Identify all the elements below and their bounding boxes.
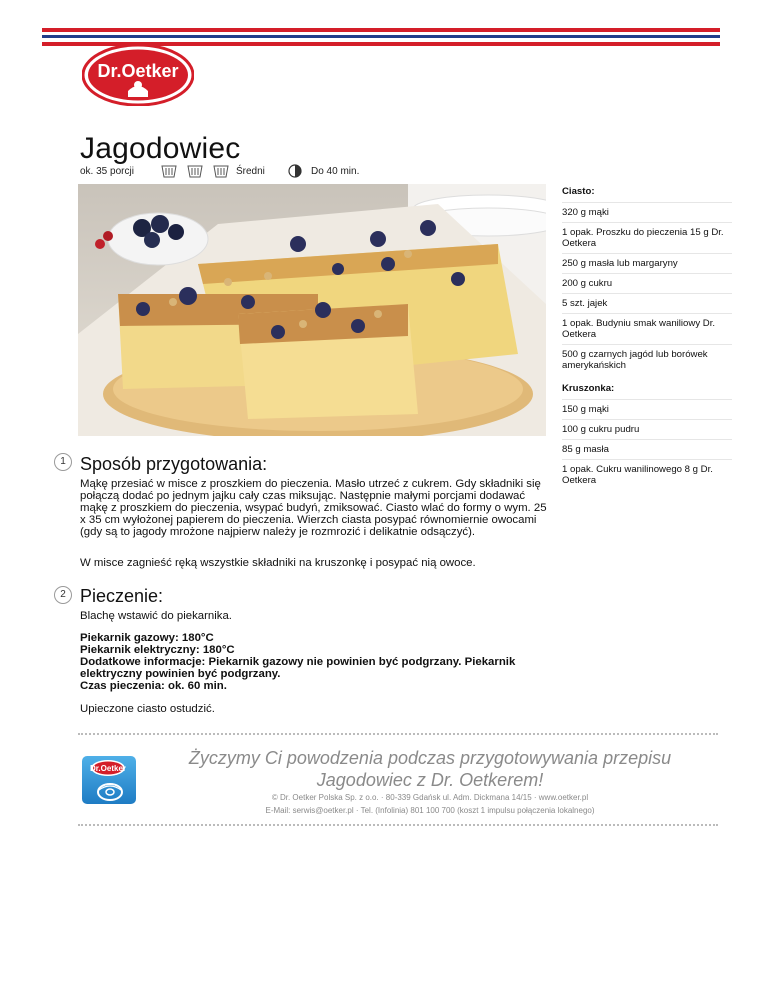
dr-oetker-logo [82, 44, 194, 106]
step-outro: Upieczone ciasto ostudzić. [80, 703, 215, 715]
ingredient-group-ciasto [562, 186, 732, 375]
step-number-badge: 1 [54, 453, 72, 471]
ingredient-item: 200 g cukru [562, 273, 732, 293]
ingredient-item: 320 g mąki [562, 202, 732, 222]
step-number-badge: 2 [54, 586, 72, 604]
ingredient-group-heading: Ciasto: [562, 186, 595, 197]
step-heading: Pieczenie: [80, 586, 164, 606]
dr-oetker-app-icon [82, 756, 136, 804]
header-stripe-blue [42, 35, 720, 38]
footer-divider-bottom [78, 824, 718, 826]
step-paragraph: W misce zagnieść ręką wszystkie składniki na kruszonkę i posypać nią owoce. [80, 557, 476, 569]
baking-additional-info: Dodatkowe informacje: Piekarnik gazowy nie powinien być podgrzany. Piekarnik elektryczny powinien być podgrzany. [80, 656, 516, 680]
ingredients-column [562, 186, 732, 498]
ingredient-item: 1 opak. Proszku do pieczenia 15 g Dr. Oetkera [562, 222, 732, 253]
ingredient-item: 1 opak. Budyniu smak waniliowy Dr. Oetkera [562, 313, 732, 344]
header-stripe-red [42, 28, 720, 32]
footer-copyright: © Dr. Oetker Polska Sp. z o.o. · 80-339 Gdańsk ul. Adm. Dickmana 14/15 · www.oetker.pl [271, 793, 589, 802]
difficulty-text: Średni [236, 166, 265, 177]
baking-electric-temp: Piekarnik elektryczny: 180°C [80, 644, 235, 656]
ingredient-item: 1 opak. Cukru wanilinowego 8 g Dr. Oetkera [562, 459, 732, 490]
ingredient-item: 5 szt. jajek [562, 293, 732, 313]
ingredient-item: 150 g mąki [562, 399, 732, 419]
step-intro: Blachę wstawić do piekarnika. [80, 610, 232, 622]
icon-logo-text: Dr.Oetker [89, 764, 127, 773]
difficulty-cups-icon [160, 162, 232, 180]
baking-gas-temp: Piekarnik gazowy: 180°C [80, 632, 214, 644]
portions-text: ok. 35 porcji [80, 166, 134, 177]
ingredient-group-heading: Kruszonka: [562, 383, 615, 394]
footer-wish-line-2: Jagodowiec z Dr. Oetkerem! [316, 770, 544, 790]
footer-divider-top [78, 733, 718, 735]
ingredient-item: 250 g masła lub margaryny [562, 253, 732, 273]
step-heading: Sposób przygotowania: [80, 454, 268, 474]
footer-wish-line-1: Życzymy Ci powodzenia podczas przygotowywania przepisu [188, 748, 672, 768]
baking-time: Czas pieczenia: ok. 60 min. [80, 680, 227, 692]
ingredient-item: 500 g czarnych jagód lub borówek amerykańskich [562, 344, 732, 375]
logo-text: Dr.Oetker [97, 61, 179, 81]
ingredient-group-kruszonka [562, 383, 732, 490]
clock-icon [288, 164, 302, 178]
cake-photo [78, 184, 546, 436]
footer-contact: E-Mail: serwis@oetker.pl · Tel. (Infolinia) 801 100 700 (koszt 1 impulsu połączenia lokalnego) [265, 806, 595, 815]
step-paragraph: Mąkę przesiać w misce z proszkiem do pieczenia. Masło utrzeć z cukrem. Gdy składniki się połączą dodać po jednym jajku cały czas miksując. Następnie małymi porcjami dodawać mąkę z proszkiem do pieczenia, wsypać budyń, zmiksować. Ciasto wlać do formy o wym. 25 x 35 cm wyłożonej papierem do pieczenia. Wierzch ciasta posypać równomiernie owocami (gdy są to jagody mrożone najpierw należy je rozmrozić i delikatnie odsączyć). [80, 478, 547, 538]
ingredient-item: 100 g cukru pudru [562, 419, 732, 439]
ingredient-item: 85 g masła [562, 439, 732, 459]
recipe-title: Jagodowiec [80, 132, 241, 165]
time-text: Do 40 min. [311, 166, 360, 177]
